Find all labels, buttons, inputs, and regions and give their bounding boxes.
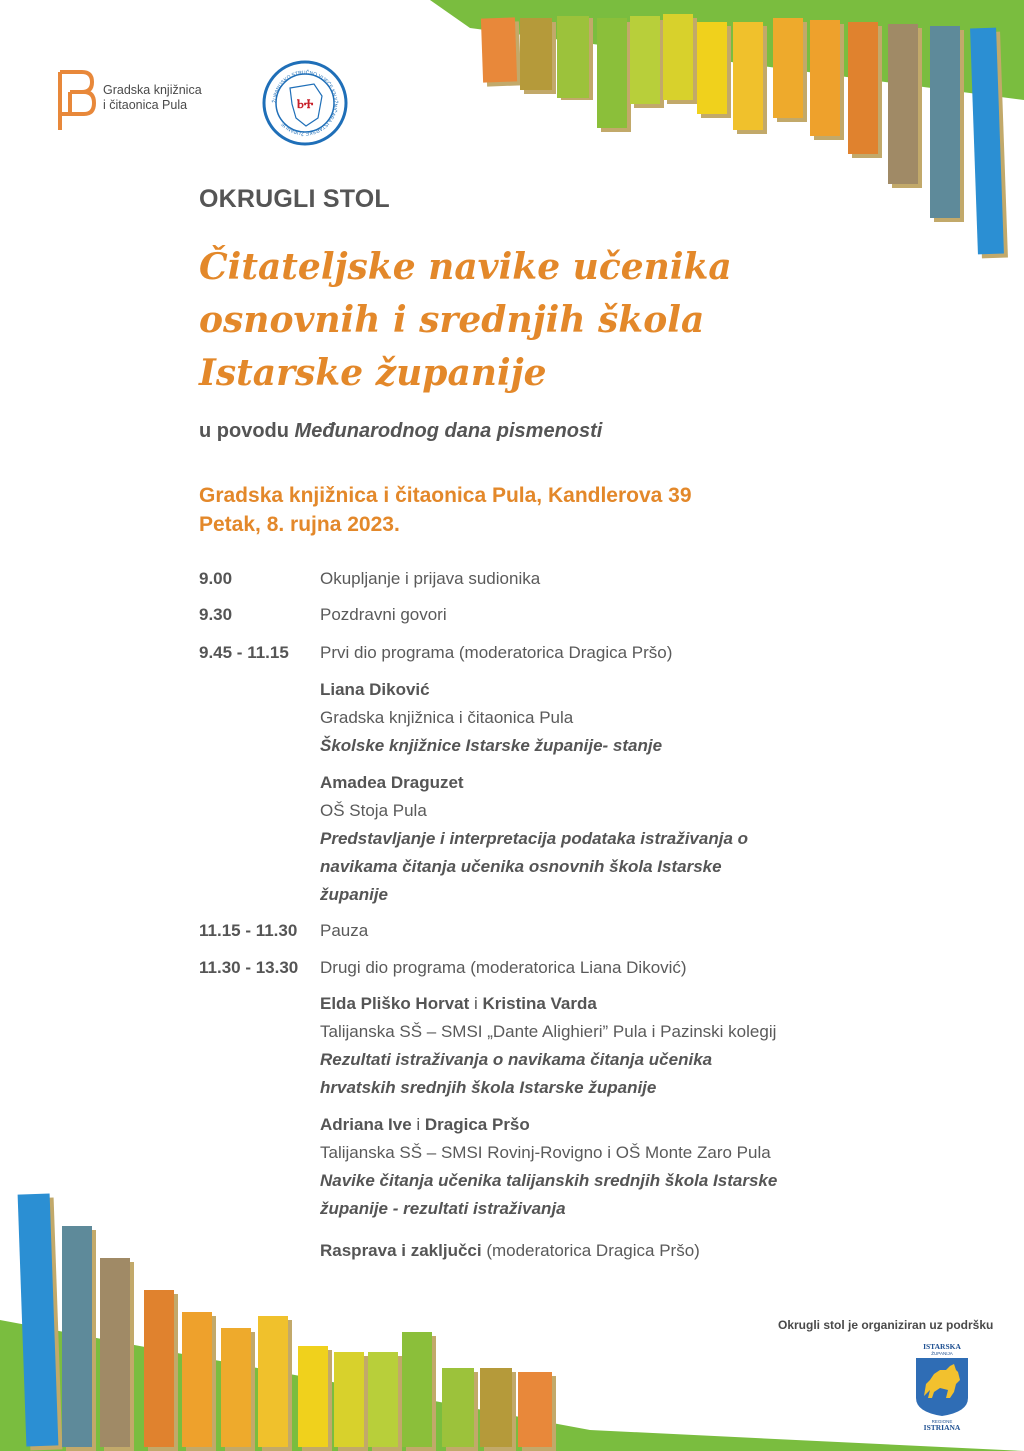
programme-text: Pauza	[320, 921, 369, 940]
occasion-emphasis: Međunarodnog dana pismenosti	[294, 420, 603, 442]
occasion-line	[199, 420, 602, 443]
council-seal-logo	[262, 60, 348, 146]
programme-text: Prvi dio programa (moderatorica Dragica Pršo)	[320, 643, 673, 662]
talk-speaker-joiner: i	[469, 994, 483, 1013]
library-logo-line1: Gradska knjižnica	[103, 83, 202, 97]
programme-text: Drugi dio programa (moderatorica Liana Diković)	[320, 958, 687, 977]
library-logo-line2: i čitaonica Pula	[103, 98, 188, 112]
event-title	[199, 241, 819, 400]
talk-institution-text: Talijanska SŠ – SMSI „Dante Alighieri” Pula i Pazinski kolegij	[320, 1022, 777, 1041]
venue-address: Gradska knjižnica i čitaonica Pula, Kandlerova 39	[199, 484, 692, 507]
talk-speaker-name: Adriana Ive	[320, 1115, 412, 1134]
programme-time: 9.00	[199, 569, 233, 588]
seal-glyphs: ⰓⰀ	[296, 97, 314, 112]
seal-text: ŽUPANIJSKO STRUČNO VIJEĆE KNJIŽNIČARA ISTARSKE ŽUPANIJE	[271, 69, 339, 137]
closing-bold: Rasprava i zaključci	[320, 1241, 482, 1260]
talk-topic-text: Navike čitanja učenika talijanskih srednjih škola Istarske	[320, 1171, 778, 1190]
sponsor-brand-bottom: REGIONE	[931, 1419, 953, 1424]
talk-topic-text: županije - rezultati istraživanja	[320, 1199, 566, 1218]
programme-time: 11.15 - 11.30	[199, 921, 298, 940]
programme-time: 9.45 - 11.15	[199, 643, 289, 662]
sponsor-brand-top2: ŽUPANIJA	[931, 1351, 953, 1356]
talk-speaker-name: Amadea Draguzet	[320, 773, 464, 792]
programme-time: 9.30	[199, 605, 233, 624]
programme-time: 11.30 - 13.30	[199, 958, 299, 977]
istria-county-logo	[910, 1340, 974, 1430]
library-logo	[54, 66, 214, 136]
talk-institution-text: Talijanska SŠ – SMSI Rovinj-Rovigno i OŠ Monte Zaro Pula	[320, 1143, 771, 1162]
talk-topic-text: Rezultati istraživanja o navikama čitanja učenika	[320, 1050, 713, 1069]
green-bottom-band	[0, 1290, 1024, 1451]
event-type-heading: OKRUGLI STOL	[199, 185, 390, 213]
event-title-line2: osnovnih i srednjih škola	[199, 299, 705, 341]
venue-block	[199, 481, 692, 539]
talk-speaker-name: Dragica Pršo	[424, 1115, 530, 1134]
talk-institution-text: OŠ Stoja Pula	[320, 801, 427, 820]
talk-topic-text: Školske knjižnice Istarske županije- stanje	[320, 736, 663, 755]
occasion-prefix: u povodu	[199, 420, 295, 442]
talk-topic-text: hrvatskih srednjih škola Istarske županije	[320, 1078, 657, 1097]
talk-speaker-name: Kristina Varda	[482, 994, 597, 1013]
programme-text: Pozdravni govori	[320, 605, 447, 624]
event-title-line1: Čitateljske navike učenika	[199, 246, 732, 288]
talk-topic-text: Predstavljanje i interpretacija podataka istraživanja o	[320, 829, 749, 848]
programme-text: Okupljanje i prijava sudionika	[320, 569, 541, 588]
sponsor-label: Okrugli stol je organiziran uz podršku	[778, 1318, 994, 1332]
talk-speaker-joiner: i	[411, 1115, 425, 1134]
talk-institution-text: Gradska knjižnica i čitaonica Pula	[320, 708, 574, 727]
talk-topic-text: županije	[320, 885, 389, 904]
talk-speaker-name: Elda Pliško Horvat	[320, 994, 470, 1013]
sponsor-brand-top: ISTARSKA	[923, 1342, 961, 1351]
library-logo-icon	[54, 66, 98, 136]
sponsor-brand-bottom2: ISTRIANA	[923, 1423, 961, 1430]
talk-topic-text: navikama čitanja učenika osnovnih škola Istarske	[320, 857, 722, 876]
closing-rest: (moderatorica Dragica Pršo)	[481, 1241, 700, 1260]
venue-date: Petak, 8. rujna 2023.	[199, 513, 400, 536]
talk-speaker-name: Liana Diković	[320, 680, 430, 699]
event-title-line3: Istarske županije	[199, 352, 547, 394]
